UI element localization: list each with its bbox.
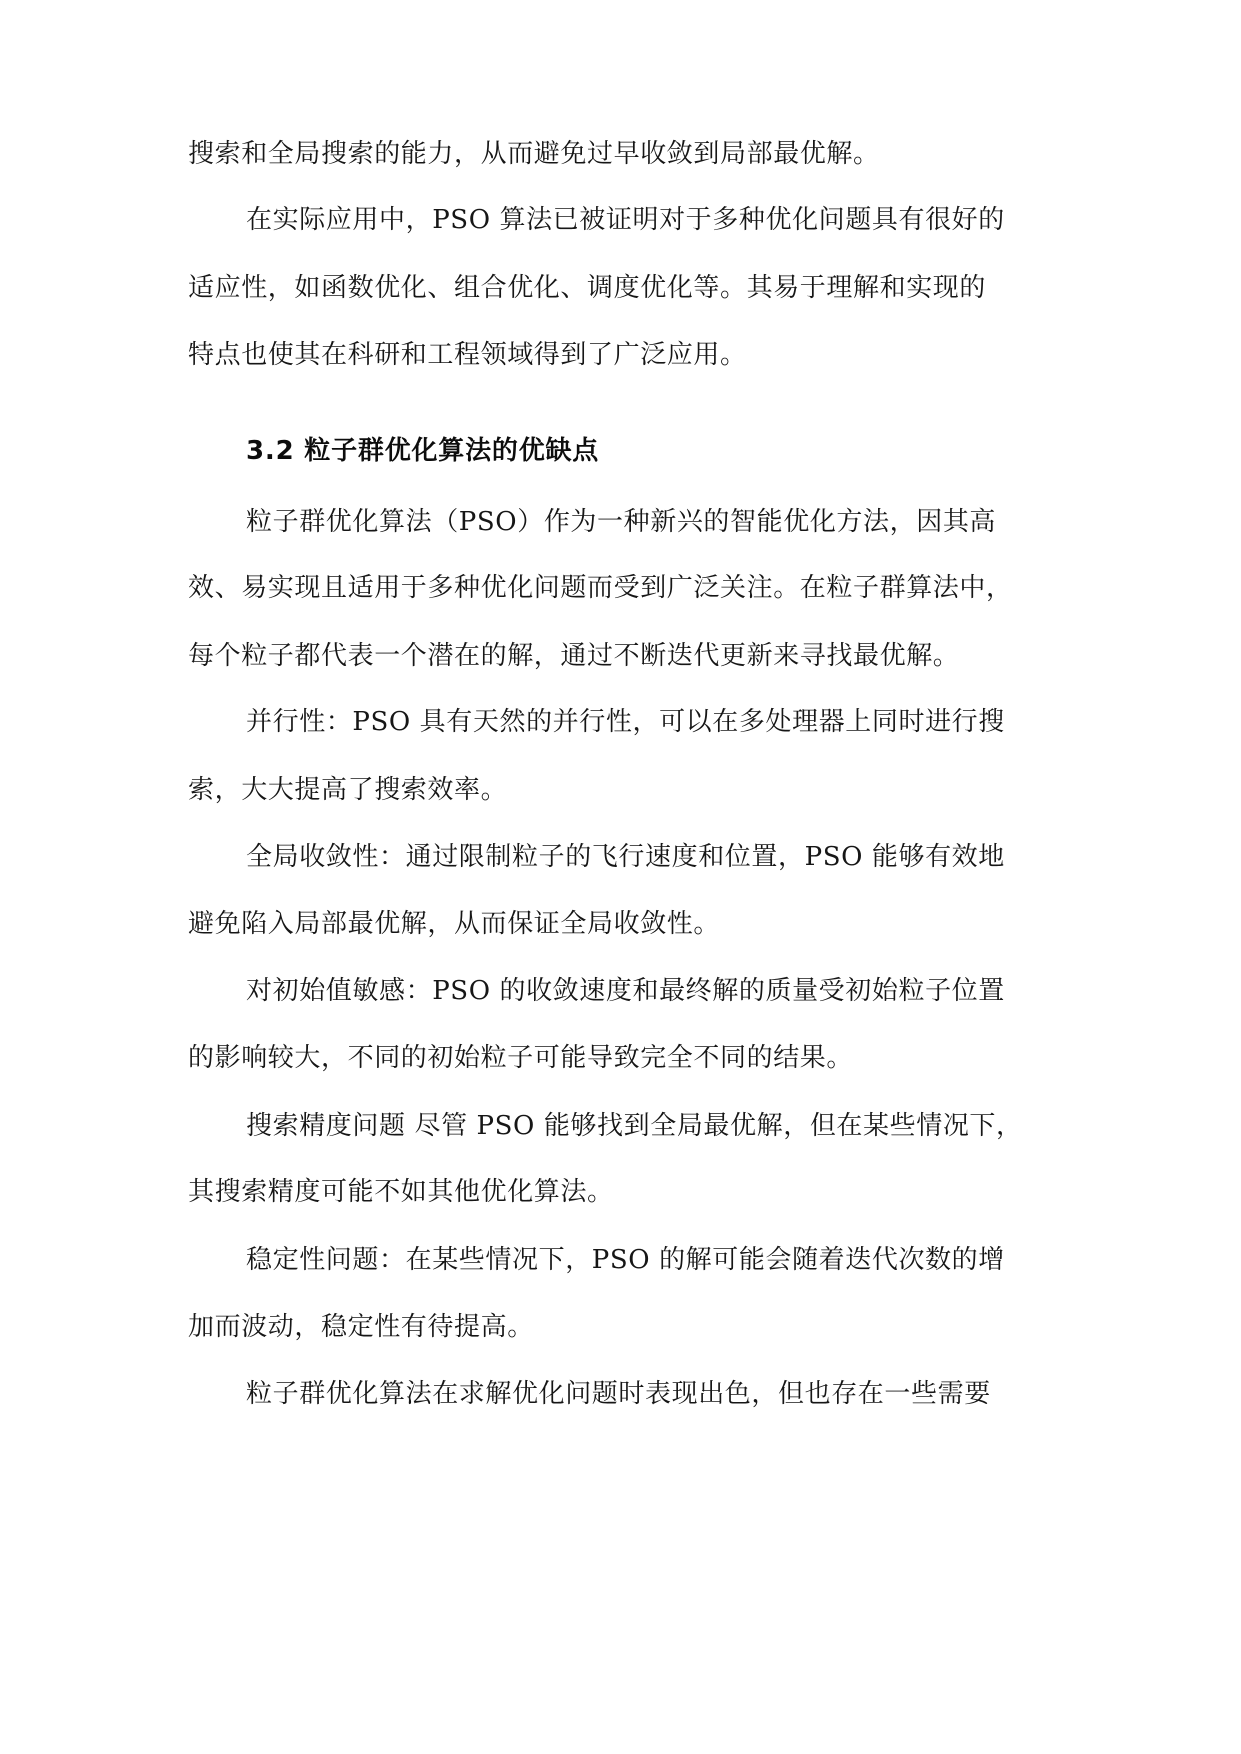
text-line-13: 对初始值敏感：PSO 的收敛速度和最终解的质量受初始粒子位置 — [246, 976, 1005, 1006]
text-line-12: 避免陷入局部最优解，从而保证全局收敛性。 — [188, 909, 721, 939]
text-line-8: 每个粒子都代表一个潜在的解，通过不断迭代更新来寻找最优解。 — [188, 641, 960, 671]
text-line-4: 特点也使其在科研和工程领域得到了广泛应用。 — [188, 340, 747, 370]
text-line-1: 搜索和全局搜索的能力，从而避免过早收敛到局部最优解。 — [188, 139, 880, 169]
text-line-7: 效、易实现且适用于多种优化问题而受到广泛关注。在粒子群算法中， — [188, 573, 1013, 603]
text-line-18: 加而波动，稳定性有待提高。 — [188, 1312, 534, 1342]
text-line-14: 的影响较大，不同的初始粒子可能导致完全不同的结果。 — [188, 1043, 854, 1073]
text-line-16: 其搜索精度可能不如其他优化算法。 — [188, 1177, 614, 1207]
text-line-10: 索，大大提高了搜索效率。 — [188, 775, 508, 805]
text-line-19: 粒子群优化算法在求解优化问题时表现出色，但也存在一些需要 — [246, 1379, 991, 1409]
text-line-6: 粒子群优化算法（PSO）作为一种新兴的智能优化方法，因其高 — [246, 507, 997, 537]
text-line-15: 搜索精度问题 尽管 PSO 能够找到全局最优解，但在某些情况下， — [246, 1111, 1023, 1141]
text-line-11: 全局收敛性：通过限制粒子的飞行速度和位置，PSO 能够有效地 — [246, 842, 1005, 872]
text-line-9: 并行性：PSO 具有天然的并行性，可以在多处理器上同时进行搜 — [246, 707, 1005, 737]
text-line-2: 在实际应用中，PSO 算法已被证明对于多种优化问题具有很好的 — [246, 205, 1005, 235]
text-line-17: 稳定性问题：在某些情况下，PSO 的解可能会随着迭代次数的增 — [246, 1245, 1005, 1275]
section-heading: 3.2 粒子群优化算法的优缺点 — [246, 436, 600, 466]
text-line-3: 适应性，如函数优化、组合优化、调度优化等。其易于理解和实现的 — [188, 273, 987, 303]
